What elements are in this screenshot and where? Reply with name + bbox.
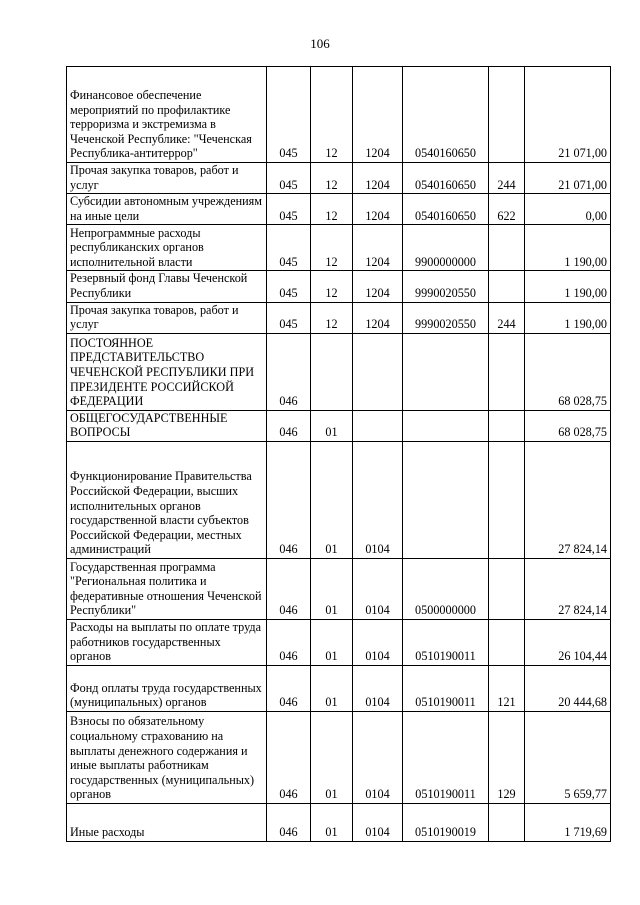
- amount-cell: 21 071,00: [525, 67, 611, 163]
- expense-type-cell: [489, 558, 525, 619]
- subsection-code-cell: 0104: [353, 619, 403, 665]
- table-row: [67, 163, 611, 194]
- name-cell: Резервный фонд Главы Чеченской Республики: [67, 271, 267, 302]
- ministry-code-cell: 046: [267, 333, 311, 410]
- subsection-code-cell: 0104: [353, 558, 403, 619]
- subsection-code-cell: 0104: [353, 711, 403, 803]
- name-cell: Функционирование Правительства Российской Федерации, высших исполнительных органов государственной власти субъектов Российской Федерации, местных администраций: [67, 441, 267, 558]
- section-code-cell: [311, 333, 353, 410]
- amount-cell: 21 071,00: [525, 163, 611, 194]
- section-code-cell: 12: [311, 67, 353, 163]
- subsection-code-cell: 0104: [353, 665, 403, 711]
- target-article-cell: 0510190011: [403, 665, 489, 711]
- budget-table: [66, 66, 611, 842]
- section-code-cell: 01: [311, 441, 353, 558]
- amount-cell: 68 028,75: [525, 410, 611, 441]
- target-article-cell: 9900000000: [403, 225, 489, 271]
- subsection-code-cell: 1204: [353, 302, 403, 333]
- section-code-cell: 01: [311, 410, 353, 441]
- section-code-cell: 01: [311, 558, 353, 619]
- amount-cell: 1 190,00: [525, 271, 611, 302]
- amount-cell: 26 104,44: [525, 619, 611, 665]
- name-cell: Государственная программа "Региональная политика и федеративные отношения Чеченской Республики": [67, 558, 267, 619]
- amount-cell: 5 659,77: [525, 711, 611, 803]
- target-article-cell: 9990020550: [403, 302, 489, 333]
- ministry-code-cell: 046: [267, 558, 311, 619]
- table-row: [67, 67, 611, 163]
- name-cell: Субсидии автономным учреждениям на иные цели: [67, 194, 267, 225]
- expense-type-cell: [489, 803, 525, 841]
- ministry-code-cell: 045: [267, 163, 311, 194]
- expense-type-cell: [489, 271, 525, 302]
- target-article-cell: 0510190011: [403, 711, 489, 803]
- target-article-cell: 0540160650: [403, 67, 489, 163]
- table-row: [67, 410, 611, 441]
- amount-cell: 20 444,68: [525, 665, 611, 711]
- table-row: [67, 225, 611, 271]
- subsection-code-cell: 1204: [353, 194, 403, 225]
- name-cell: Финансовое обеспечение мероприятий по профилактике терроризма и экстремизма в Чеченской Республике: "Чеченская Республика-антитеррор": [67, 67, 267, 163]
- subsection-code-cell: 1204: [353, 163, 403, 194]
- table-row: [67, 271, 611, 302]
- name-cell: Иные расходы: [67, 803, 267, 841]
- ministry-code-cell: 045: [267, 302, 311, 333]
- target-article-cell: [403, 441, 489, 558]
- ministry-code-cell: 045: [267, 194, 311, 225]
- name-cell: Расходы на выплаты по оплате труда работников государственных органов: [67, 619, 267, 665]
- table-row: [67, 302, 611, 333]
- amount-cell: 1 190,00: [525, 225, 611, 271]
- expense-type-cell: [489, 410, 525, 441]
- table-row: [67, 441, 611, 558]
- target-article-cell: 0510190011: [403, 619, 489, 665]
- section-code-cell: 01: [311, 619, 353, 665]
- ministry-code-cell: 045: [267, 225, 311, 271]
- subsection-code-cell: 1204: [353, 225, 403, 271]
- ministry-code-cell: 045: [267, 67, 311, 163]
- expense-type-cell: 244: [489, 302, 525, 333]
- name-cell: ПОСТОЯННОЕ ПРЕДСТАВИТЕЛЬСТВО ЧЕЧЕНСКОЙ РЕСПУБЛИКИ ПРИ ПРЕЗИДЕНТЕ РОССИЙСКОЙ ФЕДЕРАЦИИ: [67, 333, 267, 410]
- expense-type-cell: 622: [489, 194, 525, 225]
- table-row: [67, 558, 611, 619]
- expense-type-cell: 244: [489, 163, 525, 194]
- name-cell: Прочая закупка товаров, работ и услуг: [67, 302, 267, 333]
- ministry-code-cell: 046: [267, 711, 311, 803]
- name-cell: Непрограммные расходы республиканских органов исполнительной власти: [67, 225, 267, 271]
- target-article-cell: 9990020550: [403, 271, 489, 302]
- ministry-code-cell: 046: [267, 803, 311, 841]
- target-article-cell: 0540160650: [403, 163, 489, 194]
- target-article-cell: 0540160650: [403, 194, 489, 225]
- table-row: [67, 803, 611, 841]
- target-article-cell: 0510190019: [403, 803, 489, 841]
- amount-cell: 0,00: [525, 194, 611, 225]
- amount-cell: 1 719,69: [525, 803, 611, 841]
- subsection-code-cell: 0104: [353, 441, 403, 558]
- expense-type-cell: [489, 619, 525, 665]
- target-article-cell: 0500000000: [403, 558, 489, 619]
- expense-type-cell: [489, 333, 525, 410]
- table-row: [67, 333, 611, 410]
- amount-cell: 1 190,00: [525, 302, 611, 333]
- name-cell: Взносы по обязательному социальному страхованию на выплаты денежного содержания и иные выплаты работникам государственных (муниципальных) органов: [67, 711, 267, 803]
- table-row: [67, 711, 611, 803]
- ministry-code-cell: 045: [267, 271, 311, 302]
- section-code-cell: 01: [311, 711, 353, 803]
- ministry-code-cell: 046: [267, 665, 311, 711]
- table-row: [67, 665, 611, 711]
- name-cell: Фонд оплаты труда государственных (муниципальных) органов: [67, 665, 267, 711]
- amount-cell: 68 028,75: [525, 333, 611, 410]
- name-cell: Прочая закупка товаров, работ и услуг: [67, 163, 267, 194]
- table-row: [67, 619, 611, 665]
- amount-cell: 27 824,14: [525, 441, 611, 558]
- subsection-code-cell: [353, 333, 403, 410]
- expense-type-cell: [489, 67, 525, 163]
- section-code-cell: 12: [311, 194, 353, 225]
- section-code-cell: 12: [311, 302, 353, 333]
- subsection-code-cell: 0104: [353, 803, 403, 841]
- section-code-cell: 01: [311, 803, 353, 841]
- expense-type-cell: [489, 441, 525, 558]
- table-row: [67, 194, 611, 225]
- target-article-cell: [403, 410, 489, 441]
- subsection-code-cell: [353, 410, 403, 441]
- amount-cell: 27 824,14: [525, 558, 611, 619]
- subsection-code-cell: 1204: [353, 271, 403, 302]
- name-cell: ОБЩЕГОСУДАРСТВЕННЫЕ ВОПРОСЫ: [67, 410, 267, 441]
- page-number: 106: [310, 36, 330, 51]
- section-code-cell: 12: [311, 225, 353, 271]
- ministry-code-cell: 046: [267, 441, 311, 558]
- ministry-code-cell: 046: [267, 410, 311, 441]
- section-code-cell: 12: [311, 271, 353, 302]
- expense-type-cell: 121: [489, 665, 525, 711]
- expense-type-cell: [489, 225, 525, 271]
- ministry-code-cell: 046: [267, 619, 311, 665]
- subsection-code-cell: 1204: [353, 67, 403, 163]
- expense-type-cell: 129: [489, 711, 525, 803]
- target-article-cell: [403, 333, 489, 410]
- section-code-cell: 12: [311, 163, 353, 194]
- section-code-cell: 01: [311, 665, 353, 711]
